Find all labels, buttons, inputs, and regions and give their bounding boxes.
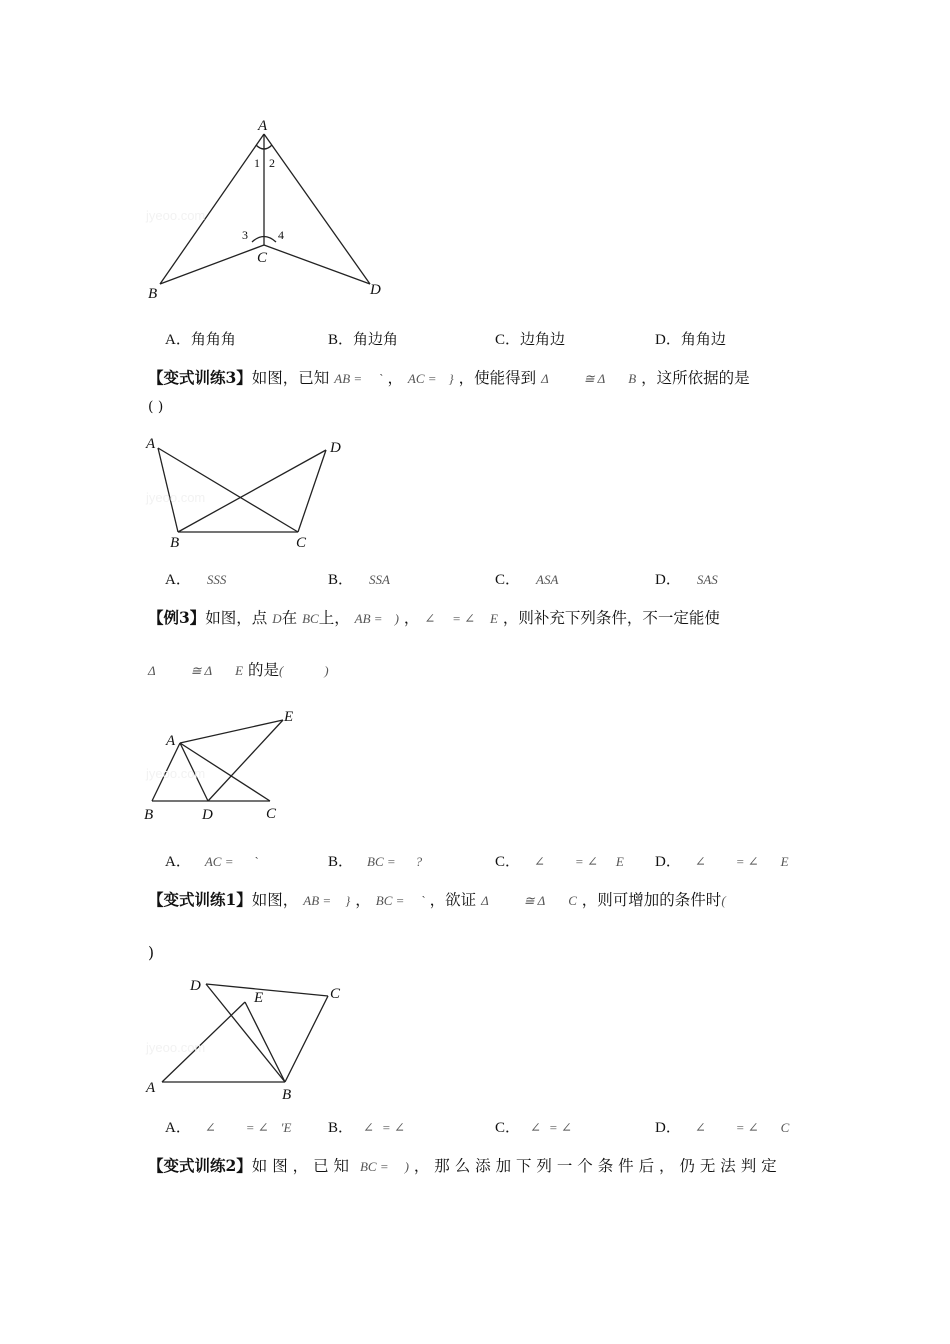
q1-option-d[interactable]: D． SAS xyxy=(655,572,718,588)
watermark-4: jyeoo.com xyxy=(146,1040,206,1055)
q3-paren-close: ) xyxy=(148,944,155,962)
fig3-label-C: C xyxy=(266,806,277,822)
watermark-3: jyeoo.com xyxy=(146,766,206,781)
fig2-label-C: C xyxy=(296,535,307,551)
fig4-label-A: A xyxy=(146,1080,156,1096)
q0-option-a[interactable]: A．角角角 xyxy=(165,330,236,348)
q3-option-a[interactable]: A． ∠ = ∠ 'E xyxy=(165,1120,292,1136)
fig1-angle-2: 2 xyxy=(269,156,275,170)
q0-option-d[interactable]: D．角角边 xyxy=(655,330,726,348)
q0-option-c[interactable]: C．边角边 xyxy=(495,330,566,348)
fig4-label-B: B xyxy=(282,1087,292,1103)
q1-stem: 【变式训练3】如图，已知 AB = ` ， AC = } ，使能得到 Δ ≅ Δ B ，这所依据的是 xyxy=(148,368,750,387)
q2-option-a[interactable]: A． AC = ` xyxy=(165,854,258,870)
fig1-label-D: D xyxy=(370,282,381,298)
q1-option-c[interactable]: C． ASA xyxy=(495,572,559,588)
fig3-label-B: B xyxy=(144,807,154,823)
fig3-label-A: A xyxy=(166,733,176,749)
q2-option-c[interactable]: C． ∠ = ∠ E xyxy=(495,854,624,870)
watermark-2: jyeoo.com xyxy=(146,490,206,505)
fig1-label-B: B xyxy=(148,286,158,302)
fig3-label-E: E xyxy=(284,709,294,725)
q1-option-a[interactable]: A． SSS xyxy=(165,572,227,588)
q1-option-b[interactable]: B． SSA xyxy=(328,572,390,588)
fig1-angle-4: 4 xyxy=(278,228,284,242)
q1-answer-paren: ( ) xyxy=(148,399,164,415)
q3-option-c[interactable]: C． ∠ = ∠ xyxy=(495,1120,572,1136)
figure-4-quadrilateral xyxy=(140,972,360,1102)
figure-4-lines xyxy=(162,984,328,1082)
q2-option-b[interactable]: B． BC = ? xyxy=(328,854,423,870)
q2-stem-line2: Δ ≅ Δ E 的是( ) xyxy=(148,661,329,679)
fig1-label-A: A xyxy=(258,118,268,134)
q3-option-b[interactable]: B． ∠ = ∠ xyxy=(328,1120,405,1136)
fig2-label-B: B xyxy=(170,535,180,551)
q2-stem: 【例3】如图，点 D在 BC上， AB = ) ， ∠ = ∠ E ，则补充下列条件，不一定能使 xyxy=(148,608,720,627)
q0-option-b[interactable]: B．角边角 xyxy=(328,330,399,348)
fig2-label-A: A xyxy=(146,436,156,452)
fig2-label-D: D xyxy=(330,440,341,456)
fig4-label-C: C xyxy=(330,986,341,1002)
watermark: jyeoo.com xyxy=(146,208,206,223)
fig1-angle-3: 3 xyxy=(242,228,248,242)
fig4-label-E: E xyxy=(254,990,264,1006)
fig1-label-C: C xyxy=(257,250,268,266)
q3-stem: 【变式训练1】如图， AB = } ， BC = ` ，欲证 Δ ≅ Δ C ，则可增加的条件时( xyxy=(148,890,726,909)
fig4-label-D: D xyxy=(190,978,201,994)
fig3-label-D: D xyxy=(202,807,213,823)
q2-option-d[interactable]: D． ∠ = ∠ E xyxy=(655,854,789,870)
q3-option-d[interactable]: D． ∠ = ∠ C xyxy=(655,1120,790,1136)
q4-stem: 【变式训练2】如 图 ， 已 知 BC = ) ， 那 么 添 加 下 列 一 个 条 件 后 ， 仍 无 法 判 定 xyxy=(148,1156,777,1175)
fig1-angle-1: 1 xyxy=(254,156,260,170)
